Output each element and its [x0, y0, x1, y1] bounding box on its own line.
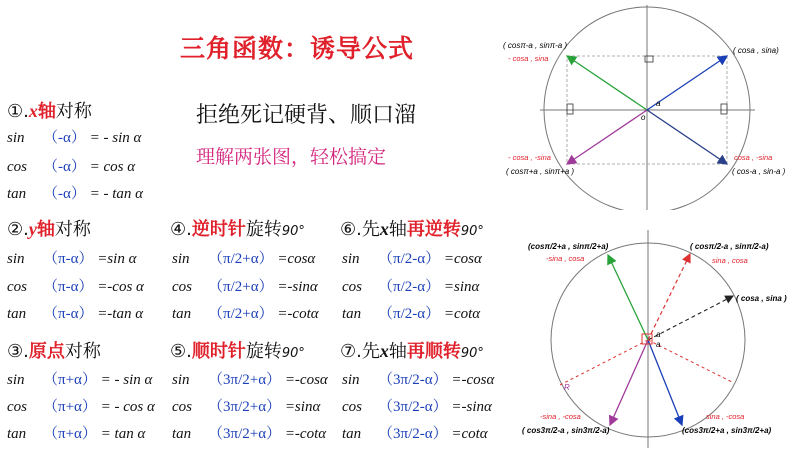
group2-var: y	[28, 219, 37, 239]
d2-alpha-1: a	[656, 330, 661, 339]
d1-label-tl-red: - cosa , sina	[508, 54, 549, 63]
group4-row2: cos （π/2+α） =-sinα	[172, 279, 318, 295]
group1-var: x	[28, 101, 38, 121]
group6-row1: sin （π/2-α） =cosα	[342, 251, 482, 267]
group2-axis: 轴	[36, 219, 55, 240]
group4-number: ④.	[170, 219, 192, 240]
d1-alpha: a	[656, 99, 661, 108]
d2-label-br: (cos3π/2+a , sin3π/2+a)	[682, 426, 772, 435]
group7-red: 再顺转	[406, 341, 461, 362]
d1-origin: o	[641, 113, 646, 122]
group7-number: ⑦.	[340, 341, 362, 362]
group1-heading	[7, 97, 92, 123]
group3-red: 原点	[28, 341, 65, 362]
group6-axis: 轴	[388, 219, 407, 240]
group7-row1: sin （3π/2-α） =-cosα	[342, 372, 495, 388]
group6-heading	[340, 215, 484, 241]
d2-label-bl-red: -sina , -cosa	[540, 412, 581, 421]
group4-rest: 旋转	[245, 219, 282, 240]
group1-number: ①.	[7, 101, 29, 122]
d2-label-br-red: sina , -cosa	[706, 412, 745, 421]
vector-3half-pi-minus	[610, 340, 648, 425]
reflection-dashed	[648, 340, 732, 382]
page-title: 三角函数：诱导公式	[180, 34, 415, 63]
group2-row3: tan （π-α） =-tan α	[7, 306, 144, 322]
d2-label-tl: (cosπ/2+a , sinπ/2+a)	[528, 242, 609, 251]
d1-label-bl: ( cosπ+a , sinπ+a )	[506, 167, 575, 176]
group7-axis: 轴	[388, 341, 407, 362]
group2-row2: cos （π-α） =-cos α	[7, 279, 144, 295]
group4-red: 逆时针	[191, 219, 246, 240]
group1-row3: tan （-α） = - tan α	[7, 186, 144, 202]
motto-subtitle: 理解两张图，轻松搞定	[196, 146, 387, 168]
group7-var: x	[379, 341, 389, 361]
vector-alpha-2	[648, 296, 733, 340]
d2-label-tl-red: -sina , cosa	[546, 254, 585, 263]
group7-deg: 90°	[460, 346, 484, 361]
group4-heading	[170, 215, 305, 241]
group7-heading	[340, 337, 484, 363]
vector-half-pi-plus	[608, 255, 648, 340]
motto: 拒绝死记硬背、顺口溜	[196, 103, 417, 128]
d2-label-mid: ( cosa , sina )	[736, 294, 787, 303]
group1-axis: 轴	[37, 101, 56, 122]
group3-number: ③.	[7, 341, 29, 362]
d1-label-bl-red: - cosa , -sina	[508, 153, 551, 162]
vector-half-pi-minus	[648, 254, 690, 340]
group3-heading	[7, 337, 101, 363]
d1-label-tr: ( cosa , sina)	[733, 46, 779, 55]
group1-row1: sin （-α） = - sin α	[7, 130, 142, 146]
group7-row3: tan （3π/2-α） =cotα	[342, 426, 488, 442]
group1-row2: cos （-α） = cos α	[7, 159, 136, 175]
group2-heading	[7, 215, 91, 241]
vector-pi-plus-alpha	[567, 110, 647, 164]
group6-deg: 90°	[460, 224, 484, 239]
group6-var: x	[379, 219, 389, 239]
group5-red: 顺时针	[191, 341, 246, 362]
group6-pre: 先	[361, 219, 380, 240]
group1-sym: 对称	[55, 101, 92, 122]
group4-row1: sin （π/2+α） =cosα	[172, 251, 316, 267]
d2-label-bl: ( cos3π/2-a , sin3π/2-a)	[522, 426, 610, 435]
d1-label-tl: ( cosπ-a , sinπ-a )	[503, 41, 568, 50]
d2-label-tr-red: sina , cosa	[712, 256, 748, 265]
group5-deg: 90°	[281, 346, 305, 361]
d2-alpha-2: a	[656, 340, 661, 349]
group3-row1: sin （π+α） = - sin α	[7, 372, 153, 388]
group2-number: ②.	[7, 219, 29, 240]
group7-pre: 先	[361, 341, 380, 362]
unit-circle-diagram-2	[500, 210, 800, 449]
group6-row2: cos （π/2-α） =sinα	[342, 279, 480, 295]
group7-row2: cos （3π/2-α） =-sinα	[342, 399, 492, 415]
group3-row3: tan （π+α） = tan α	[7, 426, 146, 442]
d2-label-tr: ( cosπ/2-a , sinπ/2-a)	[690, 242, 769, 251]
group3-rest: 对称	[64, 341, 101, 362]
vector-minus-alpha	[647, 110, 727, 164]
group3-row2: cos （π+α） = - cos α	[7, 399, 155, 415]
d2-r-label: R	[564, 383, 570, 392]
group6-red: 再逆转	[406, 219, 461, 240]
d1-label-br-red: cosa , -sina	[734, 153, 773, 162]
group6-row3: tan （π/2-α） =cotα	[342, 306, 481, 322]
reflection-dashed-2	[560, 340, 648, 385]
group5-row3: tan （3π/2+α） =-cotα	[172, 426, 327, 442]
vector-pi-minus-alpha	[567, 56, 647, 110]
vector-3half-pi-plus	[648, 340, 682, 425]
group6-number: ⑥.	[340, 219, 362, 240]
group4-row3: tan （π/2+α） =-cotα	[172, 306, 319, 322]
group4-deg: 90°	[281, 224, 305, 239]
d1-label-br: ( cos-a , sin-a )	[732, 167, 786, 176]
group2-row1: sin （π-α） =sin α	[7, 251, 137, 267]
group5-heading	[170, 337, 305, 363]
group5-rest: 旋转	[245, 341, 282, 362]
unit-circle-diagram-1	[500, 0, 800, 210]
group5-row2: cos （3π/2+α） =sinα	[172, 399, 321, 415]
group5-number: ⑤.	[170, 341, 192, 362]
group5-row1: sin （3π/2+α） =-cosα	[172, 372, 328, 388]
group2-sym: 对称	[54, 219, 91, 240]
